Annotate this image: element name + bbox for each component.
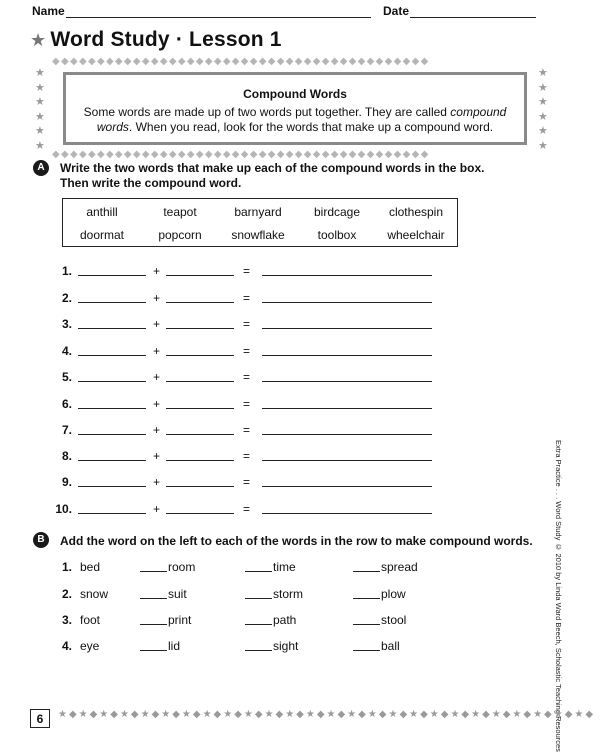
compound-word-blank[interactable] (262, 343, 432, 356)
equals-sign: = (243, 291, 251, 305)
second-word-blank[interactable] (166, 290, 234, 303)
compound-word-blank[interactable] (262, 316, 432, 329)
equals-sign: = (243, 370, 251, 384)
intro-title: Compound Words (243, 87, 347, 101)
answer-blank[interactable] (245, 586, 272, 599)
plus-sign: + (153, 449, 161, 463)
word-suffix: plow (381, 587, 406, 601)
equals-sign: = (243, 344, 251, 358)
answer-blank[interactable] (353, 638, 380, 651)
star-icon: ★ (538, 125, 548, 137)
answer-blank[interactable] (140, 612, 167, 625)
word-suffix: suit (168, 587, 187, 601)
first-word-blank[interactable] (78, 316, 146, 329)
equals-sign: = (243, 449, 251, 463)
plus-sign: + (153, 397, 161, 411)
compound-word-blank[interactable] (262, 369, 432, 382)
word-box-word: anthill (86, 205, 118, 219)
row-number: 9. (61, 475, 72, 489)
word-suffix: ball (381, 639, 400, 653)
row-number: 3. (61, 317, 72, 331)
answer-blank[interactable] (245, 559, 272, 572)
top-diamond-border: ◆◆◆◆◆◆◆◆◆◆◆◆◆◆◆◆◆◆◆◆◆◆◆◆◆◆◆◆◆◆◆◆◆◆◆◆◆◆◆◆◆◆ (52, 56, 430, 67)
row-number: 5. (61, 370, 72, 384)
row-number: 4. (62, 639, 73, 653)
word-box-word: wheelchair (387, 228, 445, 242)
equals-sign: = (243, 502, 251, 516)
copyright-sidebar: Extra Practice . . . Word Study © 2010 by Linda Ward Beech, Scholastic Teaching Resources (554, 440, 563, 752)
word-box (62, 198, 458, 247)
row-number: 10. (55, 502, 72, 516)
word-suffix: room (168, 560, 196, 574)
compound-word-blank[interactable] (262, 396, 432, 409)
section-a-instruction: Write the two words that make up each of the compound words in the box. Then write the compound word. (60, 161, 485, 190)
second-word-blank[interactable] (166, 343, 234, 356)
first-word-blank[interactable] (78, 369, 146, 382)
word-box-word: snowflake (231, 228, 285, 242)
base-word: foot (80, 613, 101, 627)
word-box-word: doormat (79, 228, 125, 242)
plus-sign: + (153, 344, 161, 358)
row-number: 4. (61, 344, 72, 358)
footer-star-border: ★◆★◆★◆★◆★◆★◆★◆★◆★◆★◆★◆★◆★◆★◆★◆★◆★◆★◆★◆★◆★◆★◆★◆★◆★◆★◆ (58, 709, 596, 720)
equals-sign: = (243, 264, 251, 278)
second-word-blank[interactable] (166, 448, 234, 461)
compound-word-blank[interactable] (262, 474, 432, 487)
equals-sign: = (243, 423, 251, 437)
row-number: 8. (61, 449, 72, 463)
star-icon: ★ (35, 81, 45, 94)
star-icon: ★ (538, 81, 548, 94)
row-number: 3. (62, 613, 73, 627)
second-word-blank[interactable] (166, 316, 234, 329)
section-a-badge: A (33, 160, 49, 176)
word-box-word: clothespin (388, 205, 444, 219)
section-b-badge: B (33, 532, 49, 548)
star-icon: ★ (35, 125, 45, 137)
row-number: 1. (62, 560, 73, 574)
word-box-word: teapot (163, 205, 197, 219)
page-title: Word Study · Lesson 1 (50, 28, 282, 51)
plus-sign: + (153, 317, 161, 331)
intro-box (63, 72, 527, 145)
answer-blank[interactable] (245, 612, 272, 625)
first-word-blank[interactable] (78, 343, 146, 356)
word-box-word: toolbox (317, 228, 357, 242)
section-b-instruction: Add the word on the left to each of the words in the row to make compound words. (60, 534, 533, 548)
second-word-blank[interactable] (166, 396, 234, 409)
row-number: 6. (61, 397, 72, 411)
compound-word-blank[interactable] (262, 422, 432, 435)
plus-sign: + (153, 370, 161, 384)
first-word-blank[interactable] (78, 501, 146, 514)
word-suffix: print (168, 613, 192, 627)
base-word: snow (80, 587, 109, 601)
star-icon: ★ (538, 67, 548, 79)
name-field[interactable] (66, 3, 371, 18)
name-label: Name (32, 4, 65, 18)
word-suffix: path (273, 613, 297, 627)
star-icon: ★ (538, 96, 548, 108)
equals-sign: = (243, 317, 251, 331)
word-box-word: barnyard (234, 205, 282, 219)
word-suffix: spread (381, 560, 418, 574)
second-word-blank[interactable] (166, 501, 234, 514)
intro-text: Some words are made up of two words put together. They are called compound words. When you read, look for the words that make up a compound word. (83, 105, 507, 134)
compound-word-blank[interactable] (262, 290, 432, 303)
answer-blank[interactable] (245, 638, 272, 651)
first-word-blank[interactable] (78, 422, 146, 435)
answer-blank[interactable] (353, 559, 380, 572)
first-word-blank[interactable] (78, 396, 146, 409)
right-star-column (538, 66, 548, 153)
left-star-column (35, 66, 45, 153)
second-word-blank[interactable] (166, 263, 234, 276)
plus-sign: + (153, 502, 161, 516)
word-suffix: time (273, 560, 296, 574)
word-box-word: birdcage (313, 205, 361, 219)
star-icon: ★ (35, 139, 45, 152)
word-suffix: stool (381, 613, 407, 627)
star-icon: ★ (538, 139, 548, 152)
star-icon: ★ (35, 110, 45, 123)
word-box-word: popcorn (158, 228, 202, 242)
equals-sign: = (243, 397, 251, 411)
star-icon: ★ (35, 96, 45, 108)
star-icon: ★ (35, 67, 45, 79)
page-number: 6 (30, 709, 50, 728)
star-icon: ★ (30, 30, 47, 50)
compound-word-blank[interactable] (262, 263, 432, 276)
second-word-blank[interactable] (166, 422, 234, 435)
row-number: 2. (62, 587, 73, 601)
base-word: eye (80, 639, 100, 653)
star-icon: ★ (538, 110, 548, 123)
first-word-blank[interactable] (78, 290, 146, 303)
plus-sign: + (153, 264, 161, 278)
date-label: Date (383, 4, 410, 18)
compound-word-blank[interactable] (262, 448, 432, 461)
row-number: 2. (61, 291, 72, 305)
date-field[interactable] (410, 3, 536, 18)
row-number: 7. (61, 423, 72, 437)
plus-sign: + (153, 291, 161, 305)
first-word-blank[interactable] (78, 474, 146, 487)
word-suffix: storm (273, 587, 303, 601)
word-suffix: sight (273, 639, 299, 653)
plus-sign: + (153, 423, 161, 437)
answer-blank[interactable] (140, 586, 167, 599)
row-number: 1. (61, 264, 72, 278)
answer-blank[interactable] (140, 559, 167, 572)
base-word: bed (80, 560, 101, 574)
answer-blank[interactable] (353, 612, 380, 625)
first-word-blank[interactable] (78, 448, 146, 461)
word-suffix: lid (168, 639, 181, 653)
equals-sign: = (243, 475, 251, 489)
compound-word-blank[interactable] (262, 501, 432, 514)
answer-blank[interactable] (353, 586, 380, 599)
answer-blank[interactable] (140, 638, 167, 651)
second-word-blank[interactable] (166, 474, 234, 487)
bottom-diamond-border: ◆◆◆◆◆◆◆◆◆◆◆◆◆◆◆◆◆◆◆◆◆◆◆◆◆◆◆◆◆◆◆◆◆◆◆◆◆◆◆◆◆◆ (52, 149, 430, 160)
plus-sign: + (153, 475, 161, 489)
second-word-blank[interactable] (166, 369, 234, 382)
page-title-row (30, 28, 282, 52)
first-word-blank[interactable] (78, 263, 146, 276)
